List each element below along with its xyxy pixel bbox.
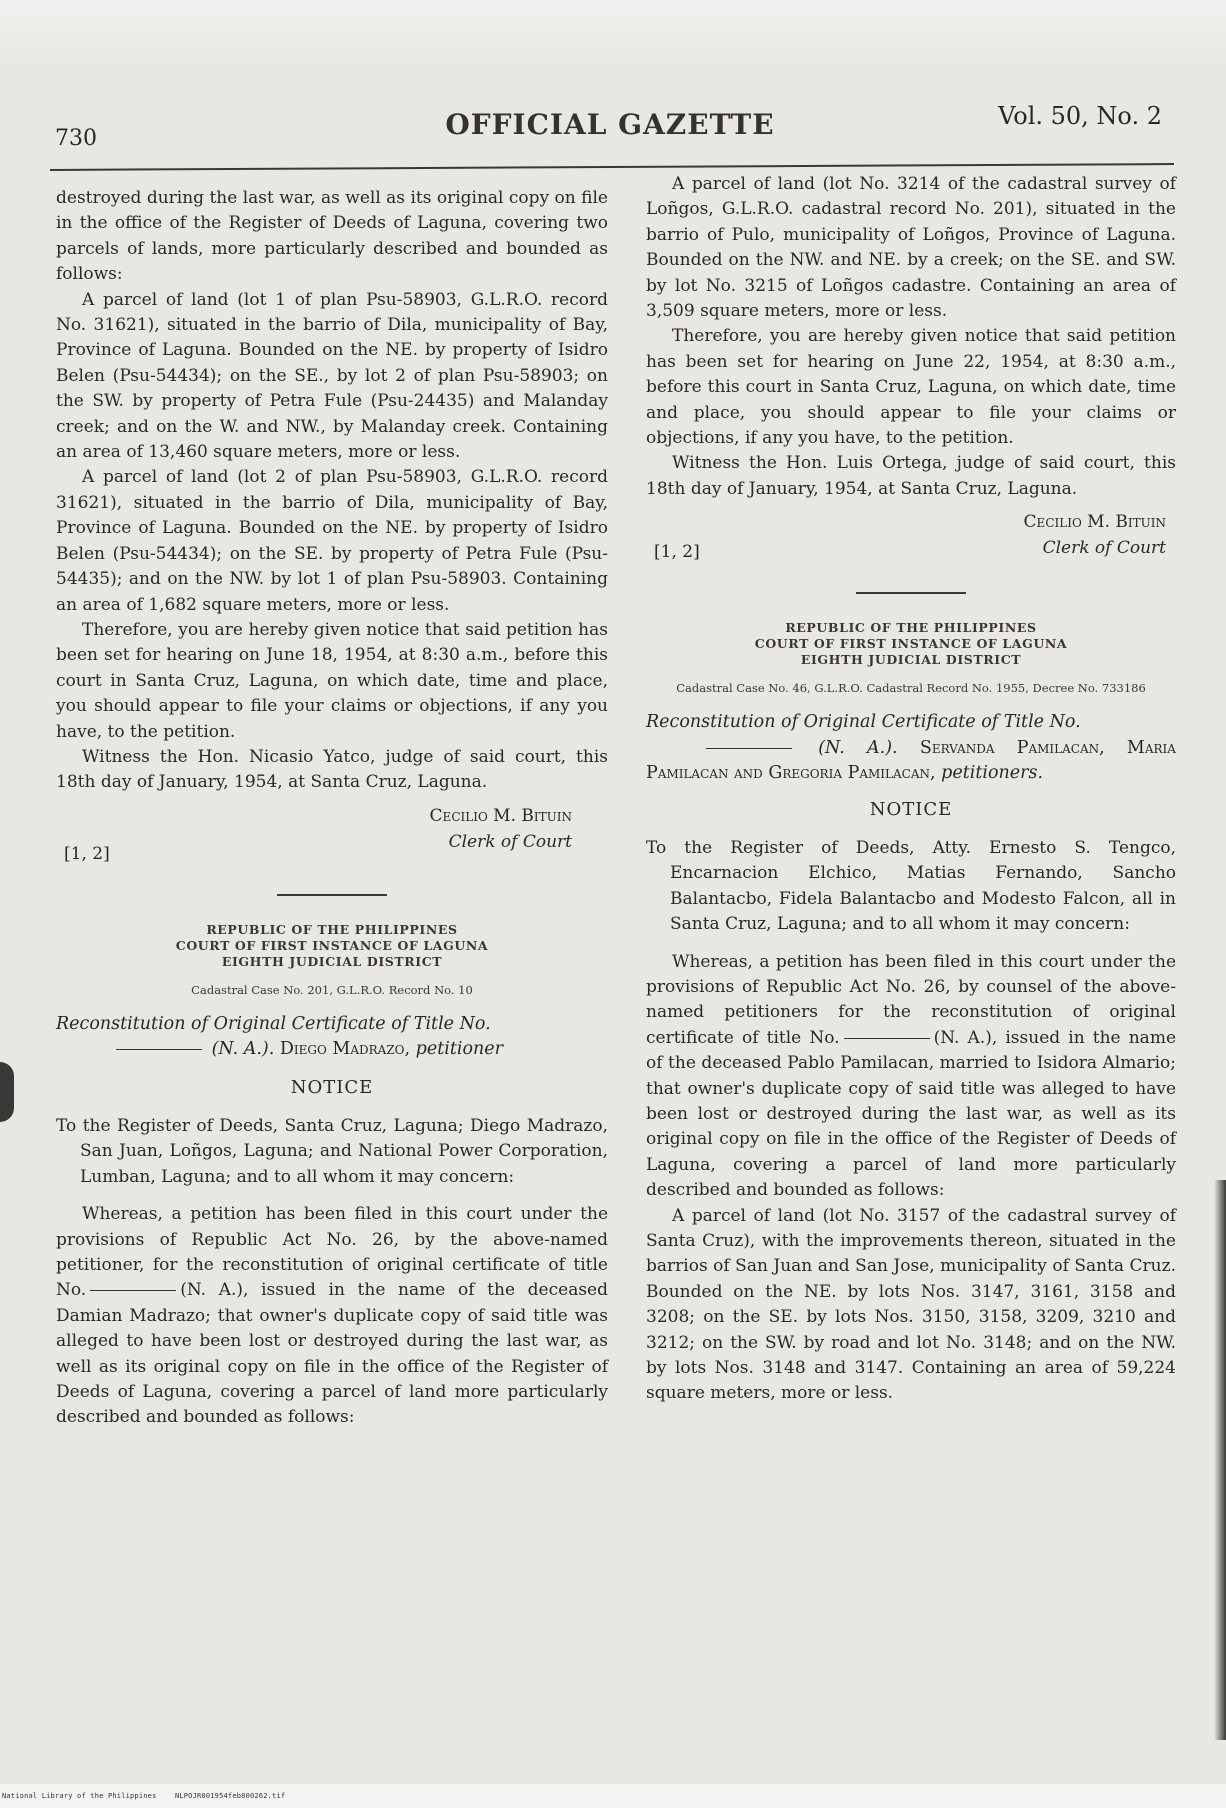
notice-addressees: To the Register of Deeds, Santa Cruz, Laguna; Diego Madrazo, San Juan, Loñgos, Laguna; and National Power Corporation, Lumban, Laguna; and to all whom it may concern: bbox=[56, 1115, 608, 1187]
notice-addressees: To the Register of Deeds, Atty. Ernesto S. Tengco, Encarnacion Elchico, Matias Fernando, Sancho Balantacbo, Fidela Balantacbo and Modesto Falcon, all in Santa Cruz, Laguna; and to all whom it may concern: bbox=[646, 837, 1176, 935]
scan-credit bbox=[2, 1792, 299, 1800]
paragraph: destroyed during the last war, as well as its original copy on file in the office of the Register of Deeds of Laguna, covering two parcels of lands, more particularly described and bounded as follows: bbox=[56, 188, 608, 285]
paragraph bbox=[56, 1202, 608, 1431]
notice-heading: NOTICE bbox=[869, 798, 953, 820]
publication-marker: [1, 2] bbox=[654, 542, 700, 563]
caption-line: EIGHTH JUDICIAL DISTRICT bbox=[800, 652, 1022, 668]
scan-filename: NLPOJR001954feb800262.tif bbox=[174, 1792, 286, 1800]
paragraph: Witness the Hon. Nicasio Yatco, judge of said court, this 18th day of January, 1954, at Santa Cruz, Laguna. bbox=[56, 746, 608, 793]
recon-na: (N. A.). bbox=[211, 1039, 275, 1060]
recon-na: (N. A.). bbox=[818, 737, 898, 758]
caption-line: REPUBLIC OF THE PHILIPPINES bbox=[785, 620, 1037, 636]
page-number: 730 bbox=[55, 126, 97, 151]
page-edge-shadow bbox=[1214, 1180, 1226, 1740]
notice-heading: NOTICE bbox=[290, 1076, 374, 1098]
page-header bbox=[50, 96, 1170, 156]
library-credit: National Library of the Philippines bbox=[2, 1792, 157, 1800]
paragraph bbox=[646, 950, 1176, 1204]
caption-line: EIGHTH JUDICIAL DISTRICT bbox=[221, 953, 443, 969]
reconstitution-title bbox=[56, 1012, 608, 1063]
right-column bbox=[646, 172, 1176, 1407]
paragraph: A parcel of land (lot 1 of plan Psu-58903, G.L.R.O. record No. 31621), situated in the barrio of Dila, municipality of Bay, Province of Laguna. Bounded on the NE. by property of Isidro Belen (Psu-54434); on the SE., by lot 2 of plan Psu-58903; on the SW. by property of Petra Fule (Psu-24435) and Malanday creek; and on the W. and NW., by Malanday creek. Containing an area of 13,460 square meters, more or less. bbox=[56, 289, 608, 463]
scan-margin-top bbox=[0, 0, 1226, 78]
signature-block bbox=[56, 804, 608, 868]
blank-line bbox=[90, 1290, 176, 1291]
paragraph: Witness the Hon. Luis Ortega, judge of said court, this 18th day of January, 1954, at Santa Cruz, Laguna. bbox=[646, 453, 1176, 499]
signer-title: Clerk of Court bbox=[448, 831, 572, 852]
case-number: Cadastral Case No. 201, G.L.R.O. Record No. 10 bbox=[191, 982, 473, 997]
petitioner-name: Diego Madrazo, bbox=[279, 1039, 411, 1060]
reconstitution-title bbox=[646, 710, 1176, 786]
whereas-text: Whereas, a petition has been filed in this court under the provisions of Republic Act No. 26, by the above-named petitioner, for the reconstitution of original certificate of title No. bbox=[56, 1204, 608, 1301]
whereas-text-cont: (N. A.), issued in the name of the deceased Pablo Pamilacan, married to Isidora Almario; that owner's duplicate copy of said title was alleged to have been lost or destroyed during the last war, as well as its original copy on file in the office of the Register of Deeds of Laguna, covering a parcel of land more particularly described and bounded as follows: bbox=[646, 1027, 1176, 1201]
whereas-text: Whereas, a petition has been filed in this court under the provisions of Republic Act No. 26, by counsel of the above-named petitioners for the reconstitution of original certificate of title No. bbox=[646, 951, 1176, 1048]
publication-title: OFFICIAL GAZETTE bbox=[445, 108, 775, 141]
court-caption bbox=[56, 922, 608, 970]
whereas-text-cont: (N. A.), issued in the name of the deceased Damian Madrazo; that owner's duplicate copy of said title was alleged to have been lost or destroyed during the last war, as well as its original copy on file in the office of the Register of Deeds of Laguna, covering a parcel of land more particularly described and bounded as follows: bbox=[56, 1280, 608, 1428]
signer-name: Cecilio M. Bituin bbox=[429, 805, 572, 826]
paragraph: A parcel of land (lot 2 of plan Psu-58903, G.L.R.O. record 31621), situated in the barrio of Dila, municipality of Bay, Province of Laguna. Bounded on the NE. by property of Isidro Belen (Psu-54434); on the SE. by property of Petra Fule (Psu-54435); and on the NW. by lot 1 of plan Psu-58903. Containing an area of 1,682 square meters, more or less. bbox=[56, 467, 608, 615]
paragraph: Therefore, you are hereby given notice that said petition has been set for hearing on June 22, 1954, at 8:30 a.m., before this court in Santa Cruz, Laguna, on which date, time and place, you should appear to file your claims or objections, if any you have, to the petition. bbox=[646, 326, 1176, 449]
left-column bbox=[56, 186, 608, 1431]
volume-number: Vol. 50, No. 2 bbox=[998, 102, 1162, 130]
signature-block bbox=[646, 510, 1176, 574]
blank-line bbox=[706, 748, 792, 749]
petitioner-names: Servanda Pamilacan, Maria Pamilacan and Gregoria Pamilacan, bbox=[646, 737, 1176, 784]
paragraph: A parcel of land (lot No. 3214 of the cadastral survey of Loñgos, G.L.R.O. cadastral record No. 201), situated in the barrio of Pulo, municipality of Loñgos, Province of Laguna. Bounded on the NW. and NE. by a creek; on the SE. and SW. by lot No. 3215 of Loñgos cadastre. Containing an area of 3,509 square meters, more or less. bbox=[646, 174, 1176, 322]
blank-line bbox=[844, 1038, 930, 1039]
paragraph: A parcel of land (lot No. 3157 of the cadastral survey of Santa Cruz), with the improvements thereon, situated in the barrios of San Juan and San Jose, municipality of Santa Cruz. Bounded on the NE. by lots Nos. 3147, 3161, 3158 and 3208; on the SE. by lots Nos. 3150, 3158, 3209, 3210 and 3212; on the SW. by road and lot No. 3148; and on the NW. by lots Nos. 3148 and 3147. Containing an area of 59,224 square meters, more or less. bbox=[646, 1205, 1176, 1404]
signer-name: Cecilio M. Bituin bbox=[1023, 512, 1166, 533]
recon-text: Reconstitution of Original Certificate of Title No. bbox=[56, 1013, 491, 1034]
section-divider bbox=[277, 894, 387, 896]
publication-marker: [1, 2] bbox=[64, 843, 110, 864]
recon-text: Reconstitution of Original Certificate of Title No. bbox=[646, 712, 1081, 733]
caption-line: COURT OF FIRST INSTANCE OF LAGUNA bbox=[175, 937, 489, 953]
binding-notch bbox=[0, 1062, 14, 1122]
signer-title: Clerk of Court bbox=[1042, 538, 1166, 559]
case-number: Cadastral Case No. 46, G.L.R.O. Cadastral Record No. 1955, Decree No. 733186 bbox=[676, 681, 1146, 696]
court-caption bbox=[646, 620, 1176, 668]
petitioner-role: petitioner bbox=[415, 1039, 504, 1060]
petitioner-role: petitioners. bbox=[941, 763, 1044, 784]
section-divider bbox=[856, 592, 966, 594]
paragraph: Therefore, you are hereby given notice that said petition has been set for hearing on June 18, 1954, at 8:30 a.m., before this court in Santa Cruz, Laguna, on which date, time and place, you should appear to file your claims or objections, if any you have, to the petition. bbox=[56, 619, 608, 742]
blank-line bbox=[116, 1049, 202, 1050]
caption-line: REPUBLIC OF THE PHILIPPINES bbox=[206, 921, 458, 937]
caption-line: COURT OF FIRST INSTANCE OF LAGUNA bbox=[754, 636, 1068, 652]
